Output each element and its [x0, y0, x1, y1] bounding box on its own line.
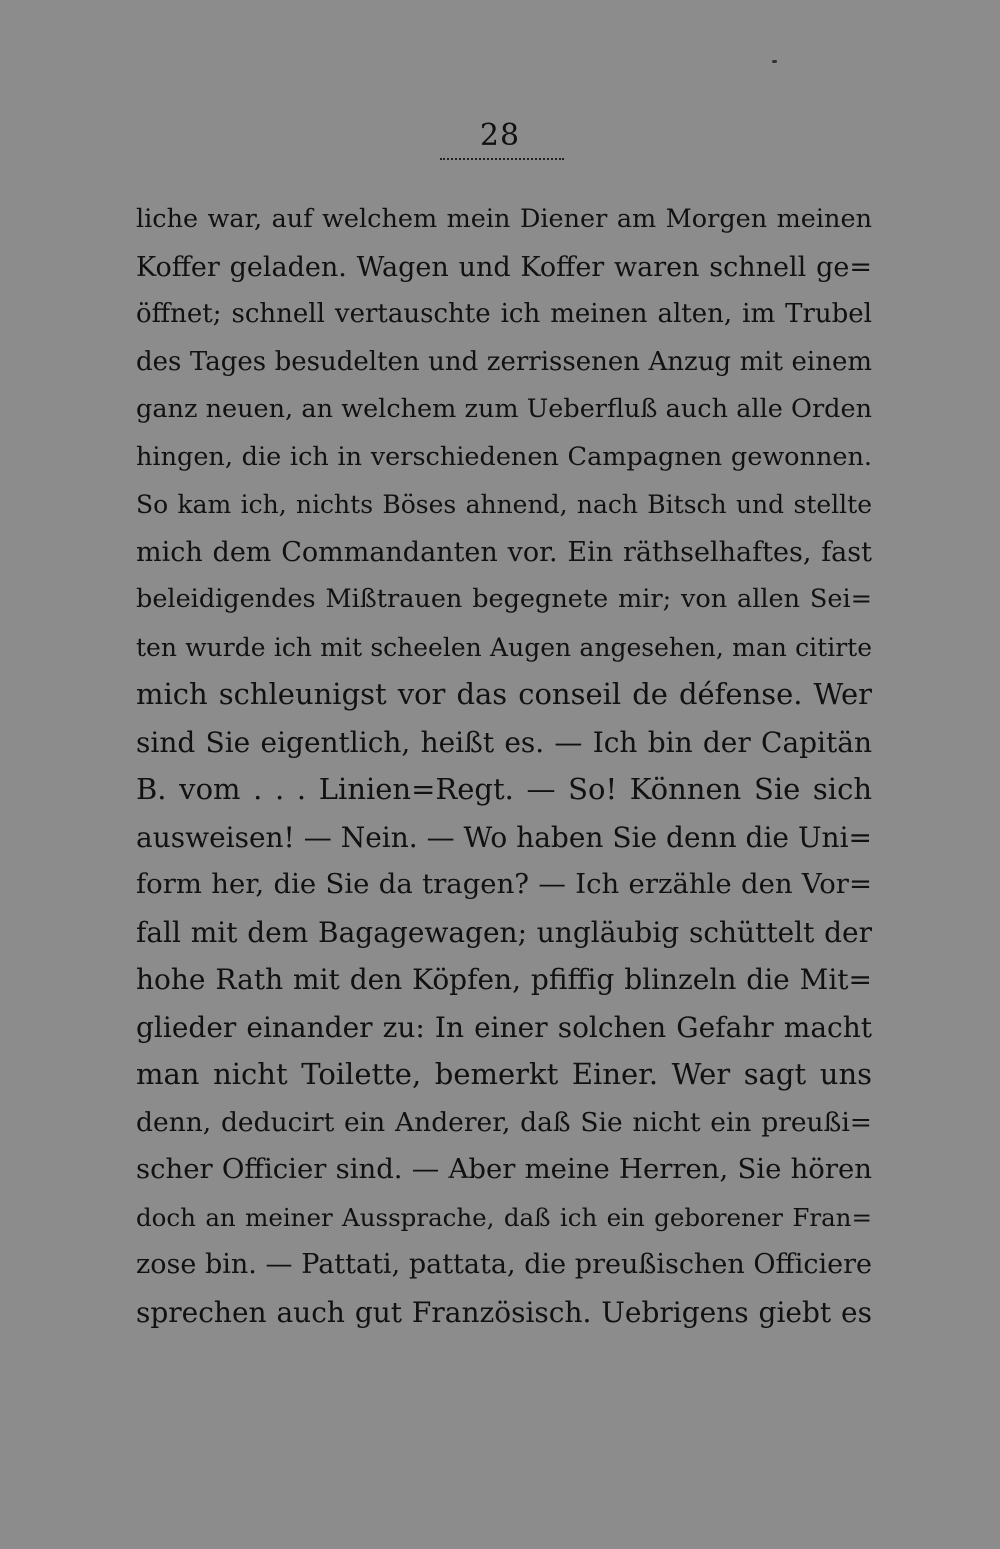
- text-line: glieder einander zu: In einer solchen Gefahr macht: [136, 1010, 872, 1044]
- text-line: denn, deducirt ein Anderer, daß Sie nicht ein preußi=: [136, 1106, 872, 1138]
- text-line: öffnet; schnell vertauschte ich meinen alten, im Trubel: [136, 299, 872, 329]
- text-line: hingen, die ich in verschiedenen Campagnen gewonnen.: [136, 441, 872, 472]
- text-line: ganz neuen, an welchem zum Ueberfluß auch alle Orden: [136, 394, 872, 424]
- body-text: [136, 196, 872, 1336]
- text-line: form her, die Sie da tragen? — Ich erzähle den Vor=: [136, 868, 872, 900]
- text-line: mich schleunigst vor das conseil de défense. Wer: [136, 677, 872, 711]
- page-number: 28: [479, 118, 521, 153]
- text-line: hohe Rath mit den Köpfen, pfiffig blinzeln die Mit=: [136, 963, 872, 996]
- paper-speck: [772, 60, 777, 63]
- header-rule: [440, 158, 564, 160]
- text-line: mich dem Commandanten vor. Ein räthselhaftes, fast: [136, 536, 872, 568]
- text-line: beleidigendes Mißtrauen begegnete mir; von allen Sei=: [136, 584, 872, 614]
- text-line: So kam ich, nichts Böses ahnend, nach Bitsch und stellte: [136, 490, 872, 519]
- text-line: sprechen auch gut Französisch. Uebrigens giebt es: [136, 1295, 872, 1329]
- text-line: sind Sie eigentlich, heißt es. — Ich bin der Capitän: [136, 725, 872, 759]
- text-line: scher Officier sind. — Aber meine Herren, Sie hören: [136, 1153, 872, 1185]
- text-line: Koffer geladen. Wagen und Koffer waren schnell ge=: [136, 251, 872, 283]
- text-line: zose bin. — Pattati, pattata, die preußischen Officiere: [136, 1249, 872, 1280]
- text-line: man nicht Toilette, bemerkt Einer. Wer sagt uns: [136, 1057, 872, 1091]
- text-line: doch an meiner Aussprache, daß ich ein geborener Fran=: [136, 1202, 872, 1232]
- text-line: fall mit dem Bagagewagen; ungläubig schüttelt der: [136, 915, 872, 949]
- text-line: B. vom . . . Linien=Regt. — So! Können Sie sich: [136, 772, 872, 806]
- text-line: ausweisen! — Nein. — Wo haben Sie denn die Uni=: [136, 820, 872, 854]
- text-line: liche war, auf welchem mein Diener am Morgen meinen: [136, 204, 872, 234]
- text-line: des Tages besudelten und zerrissenen Anzug mit einem: [136, 346, 872, 377]
- text-line: ten wurde ich mit scheelen Augen angesehen, man citirte: [136, 632, 872, 662]
